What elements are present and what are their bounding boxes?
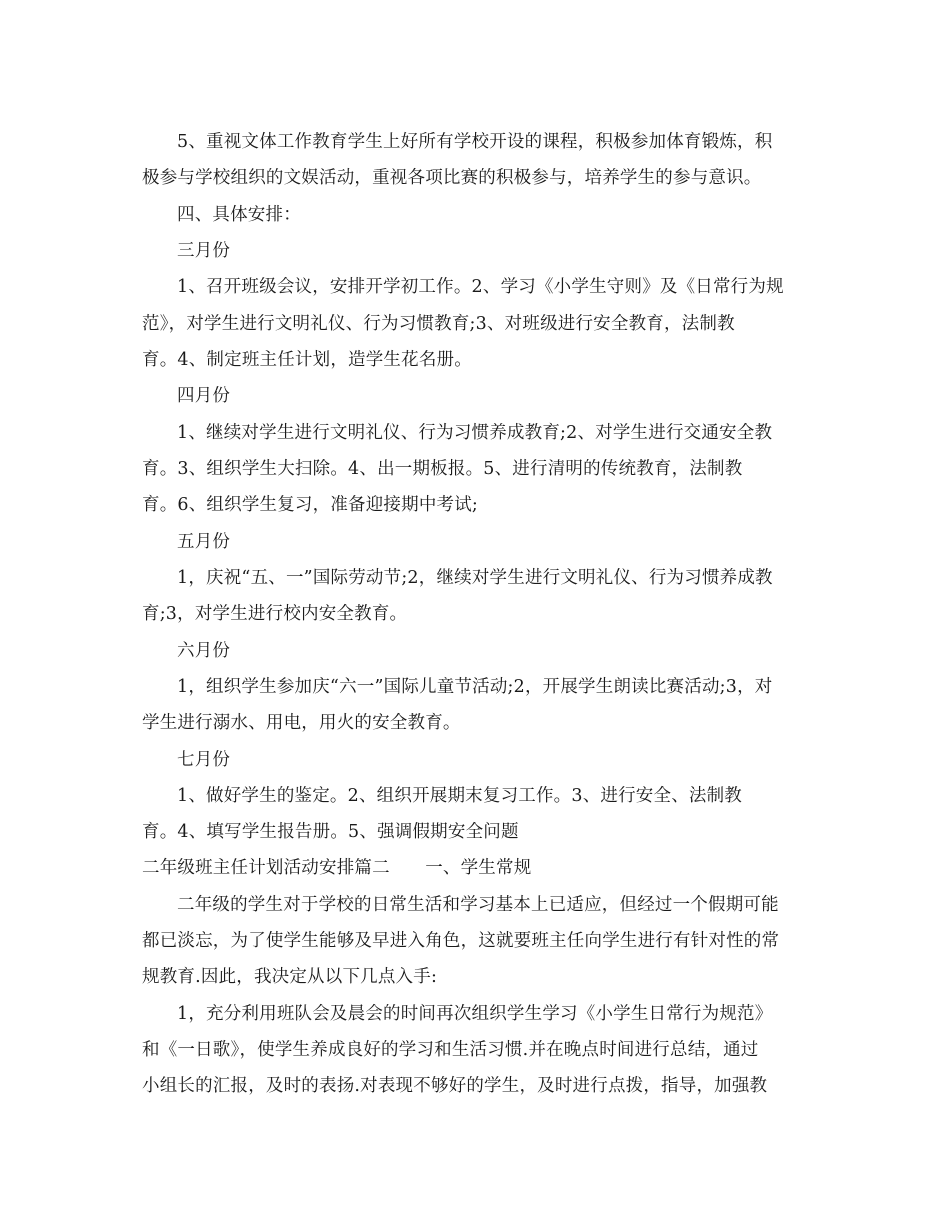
paragraph-line: 5、重视文体工作教育学生上好所有学校开设的课程，积极参加体育锻炼，积 bbox=[177, 132, 773, 152]
paragraph-line: 育。6、组织学生复习，准备迎接期中考试; bbox=[142, 495, 479, 515]
article-heading: 二年级班主任计划活动安排篇二 一、学生常规 bbox=[142, 858, 532, 878]
month-heading: 六月份 bbox=[177, 641, 231, 661]
paragraph-line: 都已淡忘，为了使学生能够及早进入角色，这就要班主任向学生进行有针对性的常 bbox=[142, 931, 780, 951]
paragraph-line: 育。4、填写学生报告册。5、强调假期安全问题 bbox=[142, 822, 519, 842]
paragraph-line: 1，庆祝“五、一”国际劳动节;2，继续对学生进行文明礼仪、行为习惯养成教 bbox=[177, 568, 773, 588]
month-heading: 四月份 bbox=[177, 386, 231, 406]
paragraph-line: 1，组织学生参加庆“六一”国际儿童节活动;2，开展学生朗读比赛活动;3，对 bbox=[177, 677, 773, 697]
paragraph-line: 1、做好学生的鉴定。2、组织开展期末复习工作。3、进行安全、法制教 bbox=[177, 786, 742, 806]
paragraph-line: 育;3，对学生进行校内安全教育。 bbox=[142, 604, 408, 624]
paragraph-line: 规教育.因此，我决定从以下几点入手: bbox=[142, 967, 438, 987]
paragraph-line: 育。4、制定班主任计划，造学生花名册。 bbox=[142, 350, 472, 370]
section-heading: 四、具体安排： bbox=[177, 205, 301, 225]
paragraph-line: 极参与学校组织的文娱活动，重视各项比赛的积极参与，培养学生的参与意识。 bbox=[142, 168, 762, 188]
paragraph-line: 1、继续对学生进行文明礼仪、行为习惯养成教育;2、对学生进行交通安全教 bbox=[177, 423, 773, 443]
month-heading: 七月份 bbox=[177, 750, 231, 770]
paragraph-line: 小组长的汇报，及时的表扬.对表现不够好的学生，及时进行点拨，指导，加强教 bbox=[142, 1076, 768, 1096]
paragraph-line: 范》，对学生进行文明礼仪、行为习惯教育;3、对班级进行安全教育，法制教 bbox=[142, 314, 735, 334]
paragraph-line: 和《一日歌》，使学生养成良好的学习和生活习惯.并在晚点时间进行总结，通过 bbox=[142, 1040, 759, 1060]
month-heading: 三月份 bbox=[177, 241, 231, 261]
paragraph-line: 1，充分利用班队会及晨会的时间再次组织学生学习《小学生日常行为规范》 bbox=[177, 1004, 773, 1024]
paragraph-line: 1、召开班级会议，安排开学初工作。2、学习《小学生守则》及《日常行为规 bbox=[177, 277, 784, 297]
paragraph-line: 二年级的学生对于学校的日常生活和学习基本上已适应，但经过一个假期可能 bbox=[177, 895, 779, 915]
paragraph-line: 育。3、组织学生大扫除。4、出一期板报。5、进行清明的传统教育，法制教 bbox=[142, 459, 743, 479]
month-heading: 五月份 bbox=[177, 532, 231, 552]
paragraph-line: 学生进行溺水、用电，用火的安全教育。 bbox=[142, 713, 461, 733]
